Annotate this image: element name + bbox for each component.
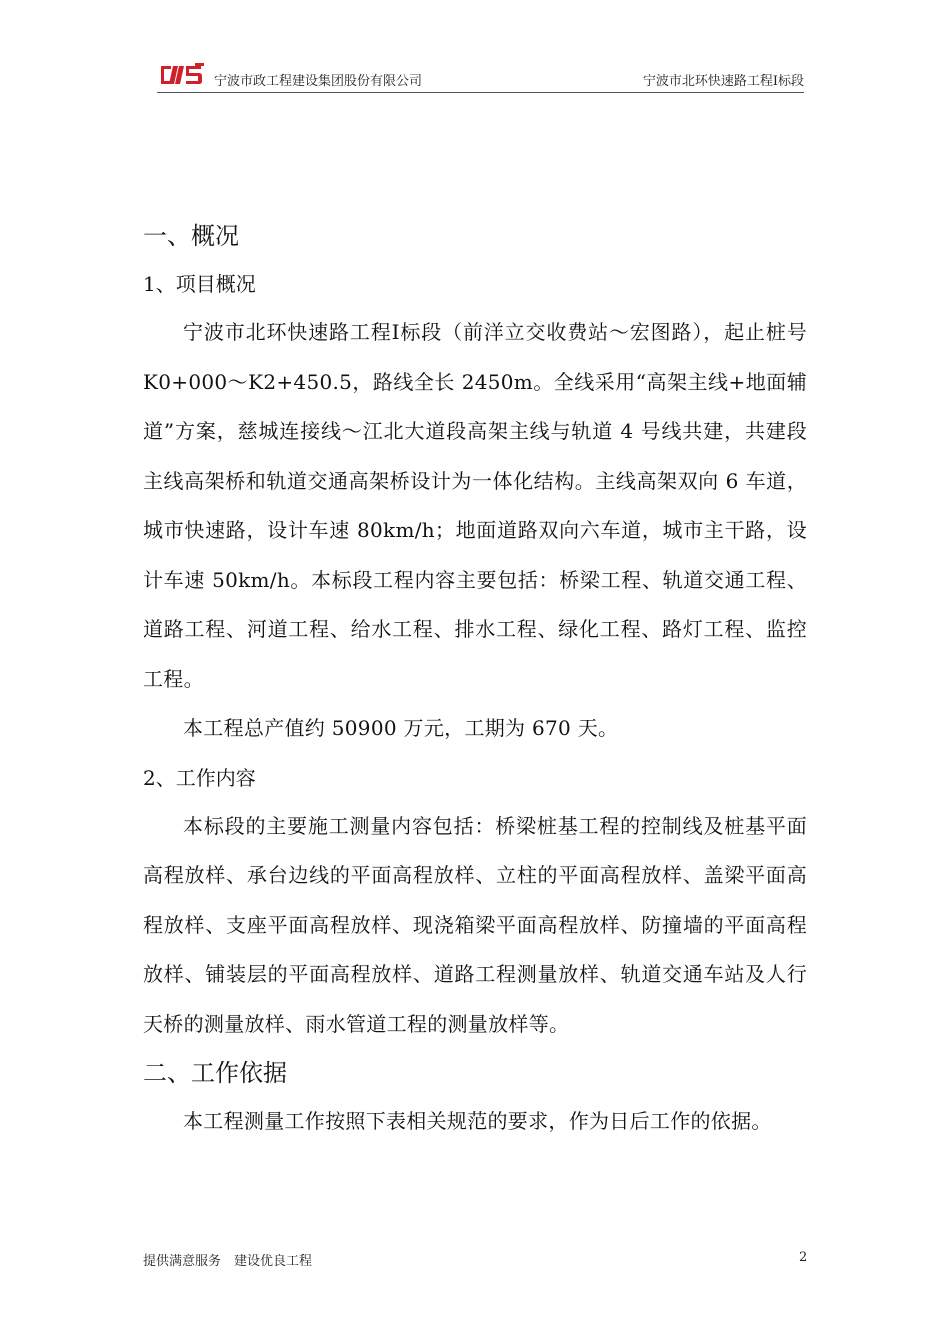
work-basis-paragraph: 本工程测量工作按照下表相关规范的要求，作为日后工作的依据。 — [183, 1109, 772, 1133]
header-project-name: 宁波市北环快速路工程Ⅰ标段 — [642, 74, 804, 89]
project-overview-paragraph: 宁波市北环快速路工程Ⅰ标段（前洋立交收费站～宏图路），起止桩号 K0+000～K2+450.5，路线全长 2450m。全线采用“高架主线+地面辅道”方案，慈城连接线～江北大道段高架主线与轨道 4 号线共建，共建段主线高架桥和轨道交通高架桥设计为一体化结构。主线高架双向 6 车道，城市快速路，设计车速 80km/h；地面道路双向六车道，城市主干路，设计车速 50km/h。本标段工程内容主要包括：桥梁工程、轨道交通工程、道路工程、河道工程、给水工程、排水工程、绿化工程、路灯工程、监控工程。 — [143, 320, 807, 691]
page-number: 2 — [799, 1250, 808, 1265]
section-1-title: 一、概况 — [143, 222, 239, 250]
project-value-paragraph: 本工程总产值约 50900 万元，工期为 670 天。 — [183, 716, 619, 740]
footer-slogan: 提供满意服务 建设优良工程 — [143, 1254, 313, 1269]
document-body — [143, 212, 807, 1147]
page-header — [157, 62, 804, 93]
subsection-1-1-title: 1、项目概况 — [143, 272, 256, 296]
company-logo — [157, 62, 205, 88]
header-company-name: 宁波市政工程建设集团股份有限公司 — [214, 74, 423, 89]
subsection-1-2-title: 2、工作内容 — [143, 765, 256, 790]
section-2-title: 二、工作依据 — [143, 1059, 287, 1087]
work-content-paragraph: 本标段的主要施工测量内容包括：桥梁桩基工程的控制线及桩基平面高程放样、承台边线的平面高程放样、立柱的平面高程放样、盖梁平面高程放样、支座平面高程放样、现浇箱梁平面高程放样、防撞墙的平面高程放样、铺装层的平面高程放样、道路工程测量放样、轨道交通车站及人行天桥的测量放样、雨水管道工程的测量放样等。 — [143, 813, 807, 1036]
